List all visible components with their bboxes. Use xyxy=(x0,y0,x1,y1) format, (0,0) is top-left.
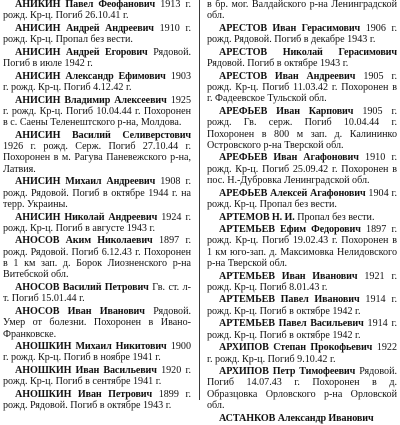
list-item xyxy=(207,106,397,151)
entry-name: АРЕФЬЕВ Иван Агафонович xyxy=(219,152,359,164)
entry-name: АНИСИН Василий Селиверстович xyxy=(15,129,191,141)
left-column xyxy=(3,0,191,413)
entry-name: АРХИПОВ Петр Тимофеевич xyxy=(219,366,356,378)
list-item xyxy=(207,366,397,411)
list-item xyxy=(207,188,397,211)
entry-text: 1910 г. рожд. Кр-ц. Погиб 25.09.42 г. Похоронен в пос. Н.-Дубровка Ленинградской обл. xyxy=(207,152,397,187)
column-divider xyxy=(199,0,200,400)
list-item xyxy=(207,47,397,70)
entry-text: 1921 г. рожд. Кр-ц. Погиб 8.01.43 г. xyxy=(207,270,397,293)
list-item xyxy=(207,413,397,424)
entry-text: 1914 г. рожд. Кр-ц. Погиб в октябре 1942 г. xyxy=(207,318,397,341)
list-item xyxy=(207,0,397,22)
entry-text: Рядовой. Погиб 14.07.43 г. Похоронен в д. Образцовка Орловского р-на Орловской обл. xyxy=(207,366,397,412)
list-item xyxy=(207,212,397,223)
entry-text: 1897 г. рожд. Кр-ц. Погиб 19.02.43 г. Похоронен в 1 км юго-зап. д. Максимовка Нелидовского р-на Тверской обл. xyxy=(207,224,397,270)
entry-text: 1914 г. рожд. Кр-ц. Погиб в октябре 1942 г. xyxy=(207,294,397,317)
entry-name: АНИСИН Александр Ефимович xyxy=(15,70,166,82)
entry-name: АРТЕМЬЕВ Павел Васильевич xyxy=(219,318,364,330)
list-item xyxy=(207,23,397,46)
entry-name: АНОШКИН Иван Петрович xyxy=(15,388,153,400)
entry-name: АРЕСТОВ Иван Андреевич xyxy=(219,70,356,82)
entry-name: АНИСИН Николай Андреевич xyxy=(15,211,158,223)
list-item xyxy=(207,294,397,317)
list-item xyxy=(3,306,191,340)
list-item xyxy=(3,282,191,305)
entry-name: АРТЕМЬЕВ Ефим Федорович xyxy=(219,224,361,236)
entry-name: АРЕФЬЕВ Иван Карпович xyxy=(219,105,354,117)
entry-text: Рядовой. Умер от болезни. Похоронен в Ивано-Франковске. xyxy=(3,305,191,340)
entry-name: АРХИПОВ Степан Прокофьевич xyxy=(219,342,373,354)
list-item xyxy=(3,71,191,94)
entry-text: 1899 г. рожд. Рядовой. Погиб в октябре 1943 г. xyxy=(3,388,191,412)
entry-name: АНИСИН Владимир Алексеевич xyxy=(15,94,167,106)
entry-name: АНОСОВ Иван Иванович xyxy=(15,305,145,317)
entry-text: 1900 г. рожд. Кр-ц. Погиб в ноябре 1941 г. xyxy=(3,341,191,364)
entry-text: Рядовой. Погиб в октябре 1943 г. xyxy=(207,58,349,70)
entry-text: 1897 г. рожд. Рядовой. Погиб 6.12.43 г. Похоронен в 1 км зап. д. Борок Лиозненского р-на Витебской обл. xyxy=(3,235,191,281)
entry-name: АРТЕМОВ Н. И. xyxy=(219,211,295,223)
list-item xyxy=(207,152,397,186)
entry-name: АРЕСТОВ Николай Герасимович xyxy=(219,46,397,58)
list-item xyxy=(3,176,191,210)
entry-text: 1922 г. рожд. Кр-ц. Погиб 9.10.42 г. xyxy=(207,342,397,365)
list-item xyxy=(3,130,191,175)
list-item xyxy=(3,365,191,388)
entry-text: Гв. ст. л-т. Погиб 15.01.44 г. xyxy=(3,281,191,305)
entry-name: АНОШКИН Михаил Никитович xyxy=(15,341,167,353)
list-item xyxy=(207,271,397,294)
entry-text: 1906 г. рожд. Рядовой. Погиб в декабре 1943 г. xyxy=(207,22,397,46)
entry-text: 1913 г. рожд. Кр-ц. Погиб 26.10.41 г. xyxy=(3,0,191,22)
entry-name: АНИКИН Павел Феофанович xyxy=(15,0,156,10)
entry-text: Рядовой. Погиб в июле 1942 г. xyxy=(3,46,191,70)
list-item xyxy=(3,235,191,280)
entry-text: 1920 г. рожд. Кр-ц. Погиб в сентябре 1941 г. xyxy=(3,364,191,388)
entry-text: 1903 г. рожд. Кр-ц. Погиб 4.12.42 г. xyxy=(3,70,191,93)
entry-name: АНИСИН Андрей Егорович xyxy=(15,46,148,58)
list-item xyxy=(3,47,191,70)
list-item xyxy=(207,224,397,269)
entry-text: 1905 г. рожд. Кр-ц. Погиб 11.03.42 г. Похоронен в г. Фадеевское Тульской обл. xyxy=(207,70,397,105)
entry-name: АРЕСТОВ Иван Герасимович xyxy=(219,22,361,34)
entry-name: АСТАНКОВ Александр Иванович xyxy=(219,412,374,424)
entry-name: АНИСИН Андрей Андреевич xyxy=(15,22,154,34)
list-item xyxy=(207,342,397,365)
entry-name: АРЕФЬЕВ Алексей Агафонович xyxy=(219,187,366,199)
list-item xyxy=(3,23,191,46)
entry-text: 1904 г. рожд. Кр-ц. Пропал без вести. xyxy=(207,187,397,210)
list-item xyxy=(3,95,191,129)
entry-text: 1908 г. рожд. Рядовой. Погиб в октябре 1944 г. на терр. Украины. xyxy=(3,176,191,210)
entry-name: АРТЕМЬЕВ Иван Иванович xyxy=(219,270,358,282)
entry-text: Пропал без вести. xyxy=(297,211,375,223)
list-item xyxy=(3,0,191,22)
list-item xyxy=(207,71,397,105)
entry-name: АНИСИН Михаил Андреевич xyxy=(15,176,156,188)
entry-name: АРТЕМЬЕВ Павел Иванович xyxy=(219,294,360,306)
list-item xyxy=(207,318,397,341)
right-column xyxy=(207,0,397,425)
entry-text: 1910 г. рожд. Кр-ц. Пропал без вести. xyxy=(3,22,191,46)
entry-text: 1924 г. рожд. Кр-ц. Погиб в августе 1943 г. xyxy=(3,211,191,234)
entry-text: 1905 г. рожд. Гв. серж. Погиб 10.04.44 г. Похоронен в 800 м зап. д. Калининко Островского р-на Тверской обл. xyxy=(207,105,397,151)
list-item xyxy=(3,341,191,364)
list-item xyxy=(3,389,191,412)
entry-text: 1925 г. рожд. Кр-ц. Погиб 10.04.44 г. Похоронен в с. Саены Теленештского р-на, Молдова. xyxy=(3,94,191,129)
entry-text: в бр. мог. Валдайского р-на Ленинградской обл. xyxy=(207,0,397,22)
entry-name: АНОШКИН Иван Васильевич xyxy=(15,364,157,376)
entry-text: 1926 г. рожд. Серж. Погиб 27.10.44 г. Похоронен в м. Рагува Паневежского р-на, Латвия. xyxy=(3,141,191,175)
entry-name: АНОСОВ Аким Николаевич xyxy=(15,235,153,247)
entry-name: АНОСОВ Василий Петрович xyxy=(15,281,149,293)
list-item xyxy=(3,212,191,235)
